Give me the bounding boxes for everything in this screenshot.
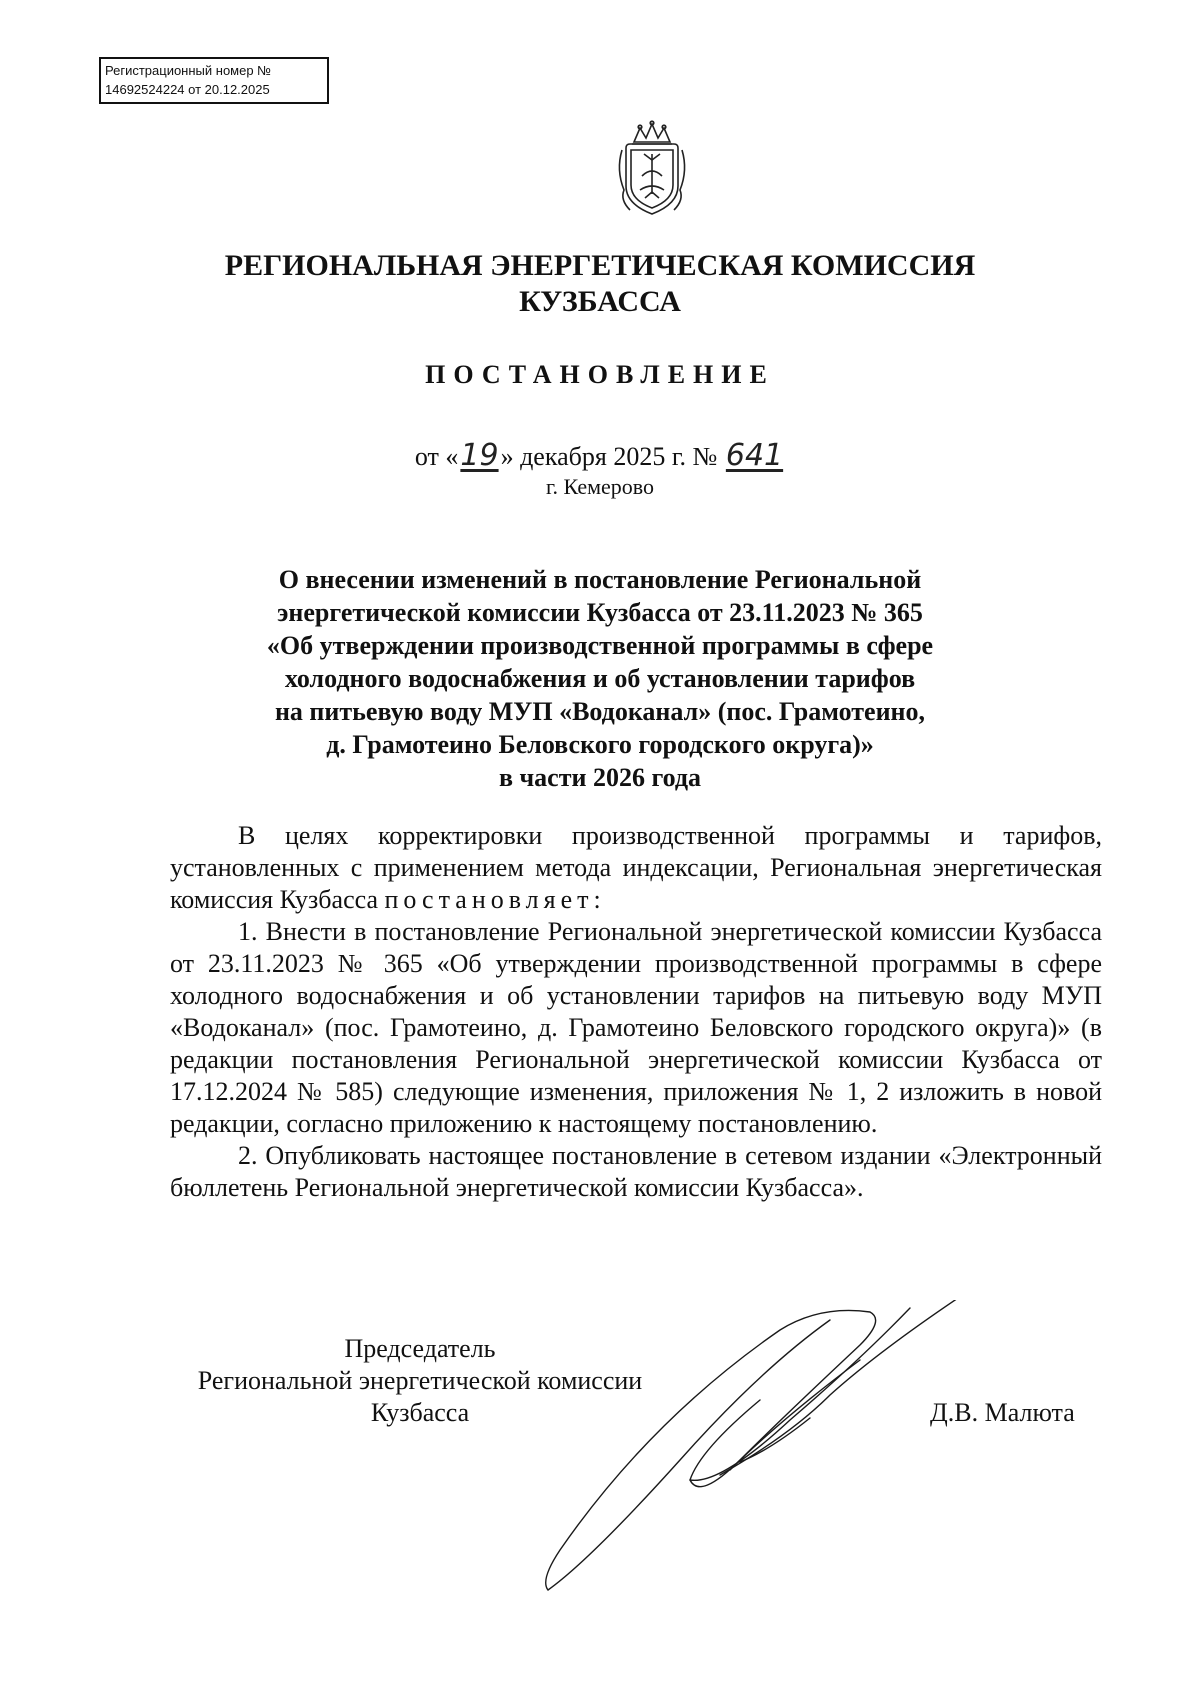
date-line <box>300 438 900 473</box>
position-line-1: Председатель <box>344 1334 496 1363</box>
registration-line-1: Регистрационный номер № <box>105 63 272 78</box>
document-title <box>240 563 960 794</box>
organization-line-2: КУЗБАССА <box>519 285 681 318</box>
item-2-paragraph: 2. Опубликовать настоящее постановление в сетевом издании «Электронный бюллетень Региональной энергетической комиссии Кузбасса». <box>170 1141 1102 1202</box>
title-line: д. Грамотеино Беловского городского округа)» <box>326 730 874 759</box>
title-line: холодного водоснабжения и об установлении тарифов <box>284 664 916 693</box>
title-line: энергетической комиссии Кузбасса от 23.11.2023 № 365 <box>277 598 923 627</box>
preamble-paragraph <box>170 820 1102 916</box>
organization-line-1: РЕГИОНАЛЬНАЯ ЭНЕРГЕТИЧЕСКАЯ КОМИССИЯ <box>224 249 976 282</box>
resolves-word: постановляет: <box>384 885 606 914</box>
preamble-text: В целях корректировки производственной программы и тарифов, установленных с применением метода индексации, Региональная энергетическая комиссия Кузбасса <box>170 821 1102 914</box>
title-line: «Об утверждении производственной программы в сфере <box>266 631 934 660</box>
title-line: на питьевую воду МУП «Водоканал» (пос. Грамотеино, <box>274 697 926 726</box>
item-1-paragraph: 1. Внести в постановление Региональной энергетической комиссии Кузбасса от 23.11.2023 № 365 «Об утверждении производственной программы в сфере холодного водоснабжения и об установлении тарифов на питьевую воду МУП «Водоканал» (пос. Грамотеино, д. Грамотеино Беловского городского округа)» (в редакции постановления Региональной энергетической комиссии Кузбасса от 17.12.2024 № 585) следующие изменения, приложения № 1, 2 изложить в новой редакции, согласно приложению к настоящему постановлению. <box>170 917 1102 1138</box>
title-line: О внесении изменений в постановление Региональной <box>278 565 922 594</box>
date-middle: » декабря 2025 г. № <box>500 442 718 471</box>
document-number-handwritten: 641 <box>725 438 784 473</box>
position-line-2: Региональной энергетической комиссии <box>197 1366 643 1395</box>
document-body <box>170 820 1102 1204</box>
document-type: ПОСТАНОВЛЕНИЕ <box>425 360 775 389</box>
city: г. Кемерово <box>545 474 655 499</box>
kuzbass-coat-of-arms-icon <box>612 120 692 220</box>
registration-line-2: 14692524224 от 20.12.2025 <box>105 82 270 97</box>
date-day-handwritten: 19 <box>460 438 499 473</box>
title-line: в части 2026 года <box>498 763 702 792</box>
handwritten-signature <box>530 1300 990 1600</box>
organization-name <box>170 248 1030 320</box>
position-line-3: Кузбасса <box>370 1398 470 1427</box>
registration-stamp <box>99 57 329 104</box>
signatory-name: Д.В. Малюта <box>930 1398 1075 1427</box>
date-prefix: от « <box>414 442 459 471</box>
